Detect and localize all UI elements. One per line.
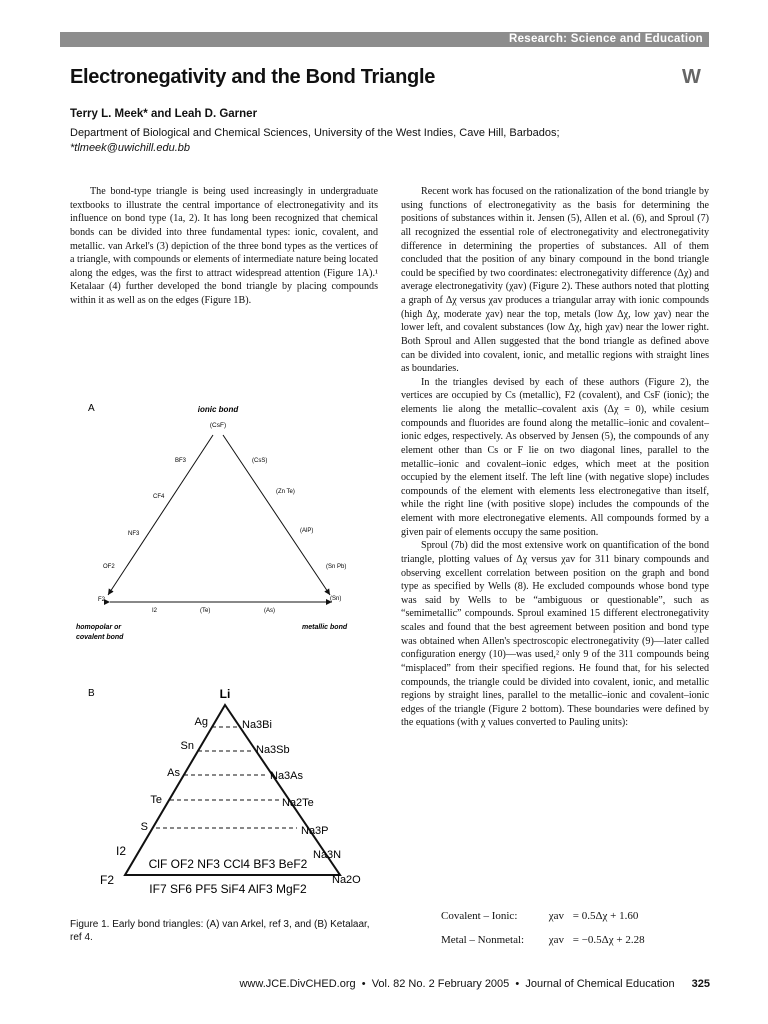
article-authors: Terry L. Meek* and Leah D. Garner [70,108,258,120]
paragraph: In the triangles devised by each of these authors (Figure 2), the vertices are occupied by Cs (metallic), F2 (covalent), and CsF (ionic); the elements lie along the metallic–covalent axis (Δχ = 0), while cesium compounds and fluorides are found along the metallic–ionic and covalent–ionic edges, respectively. As observed by Jensen (5), the compounds of any element other than Cs or F lie on two diagonal lines, parallel to the metallic–ionic and covalent–ionic edges, which meet at the position occupied by the element itself. The left line (with negative slope) includes compounds of the element with elements less electronegative than itself, while the right line (with positive slope) includes the compounds of the element with more electronegative elements. All compounds formed by a given pair of elements occupy the same position. [401,376,709,538]
left-label: Te [150,794,162,806]
right-label: Na3Sb [256,744,290,756]
left-edge-compound: F2 [98,597,106,603]
affiliation-text: Department of Biological and Chemical Sciences, University of the West Indies, Cave Hill, Barbados; [70,127,560,139]
section-header-bar [60,32,709,47]
left-edge-compound: BF3 [175,458,187,464]
apex-element: Li [219,687,231,701]
right-edge-arrow [223,435,330,595]
equation-lhs: χav [548,910,565,922]
equation-label: Covalent – Ionic: [441,910,518,922]
footer-site[interactable]: www.JCE.DivCHED.org [239,978,356,990]
equations [441,904,645,952]
web-material-logo: W [682,66,701,88]
author-email[interactable]: *tlmeek@uwichill.edu.bb [70,141,191,154]
body-column-left [70,185,378,308]
covalent-bond-label-1: homopolar or [76,624,122,631]
left-label: As [167,767,180,779]
right-edge-compound: (AlP) [300,528,314,534]
page-footer: www.JCE.DivCHED.org • Vol. 82 No. 2 February 2005 • Journal of Chemical Education 325 [239,978,710,990]
article-title: Electronegativity and the Bond Triangle [70,66,436,88]
panel-label-b: B [88,688,95,699]
equation-rhs: = −0.5Δχ + 2.28 [572,934,645,946]
right-edge-compound: (CsS) [252,458,268,464]
footer-journal: Journal of Chemical Education [525,978,675,990]
apex-compound: (CsF) [209,422,227,429]
figure-1b [70,680,380,910]
metallic-bond-label: metallic bond [302,624,348,631]
left-label: S [140,821,148,833]
panel-label-a: A [88,403,95,414]
right-label: Na2O [332,874,361,886]
figure-1a [70,395,380,655]
bottom-edge-compound: (Te) [200,608,211,614]
equation-metal-nonmetal [441,928,645,952]
right-label: Na3As [270,770,304,782]
section-title: Research: Science and Education [508,33,703,45]
page-number: 325 [691,978,710,990]
figure-caption: Figure 1. Early bond triangles: (A) van Arkel, ref 3, and (B) Ketalaar, ref 4. [70,919,370,943]
equation-lhs: χav [548,934,565,946]
left-label: F2 [100,873,115,887]
paragraph: Sproul (7b) did the most extensive work on quantification of the bond triangle, plotting values of Δχ versus χav for 311 binary compounds and observing excellent correlation between position on the graph and bond type as specified by Wells (8). He excluded compounds whose bond type was said by Wells to be “ambiguous or questionable”, such as “semimetallic” compounds. Sproul examined 15 different electronegativity scales and found that the best agreement between position and bond type was obtained when Allen's spectroscopic electronegativity (9)—later called configuration energy (10)—was used,² only 9 of the 311 compounds being “misplaced” from their specified regions. He found that, for his selected compounds, the triangle could be divided into covalent, ionic, and metallic regions by straight lines, parallel to the metallic–ionic and covalent–ionic edges of the triangle (Figure 2 bottom). These boundaries were defined by the equations (with χ values converted to Pauling units): [401,540,709,729]
left-label: I2 [116,844,127,858]
footer-issue: Vol. 82 No. 2 February 2005 [371,978,510,990]
bottom-edge-compound: I2 [152,608,158,614]
bottom-edge-compound: (As) [264,608,275,614]
equation-covalent-ionic [441,904,645,928]
fluoride-row-1: ClF OF2 NF3 CCl4 BF3 BeF2 [148,857,308,871]
paragraph: The bond-type triangle is being used increasingly in undergraduate textbooks to illustrate the central importance of electronegativity and its influence on bond type (1a, 2). It has long been recognized that chemical bonds can be divided into three fundamental types: ionic, covalent, and metallic. van Arkel's (3) depiction of the three bond types as the vertices of a triangle, with compounds or elements of intermediate nature being located along the edges, was the first to attract widespread attention (Figure 1A).¹ Ketalaar (4) further developed the bond triangle by placing compounds within it as well as on the edges (Figure 1B). [70,186,378,306]
right-label: Na2Te [282,797,314,809]
left-label: Ag [194,716,208,728]
equation-label: Metal – Nonmetal: [441,934,525,946]
author-affiliation [70,126,690,155]
fluoride-row-2: IF7 SF6 PF5 SiF4 AlF3 MgF2 [149,882,307,896]
left-edge-compound: CF4 [153,494,165,500]
left-label: Sn [180,740,194,752]
right-edge-compound: (Zn Te) [276,489,295,495]
right-edge-compound: (Sn) [330,596,342,602]
ionic-bond-label: ionic bond [197,405,239,414]
triangle-outline [125,705,340,875]
left-edge-arrow [108,435,213,595]
left-edge-compound: NF3 [128,531,140,537]
equation-rhs: = 0.5Δχ + 1.60 [572,910,639,922]
covalent-bond-label-2: covalent bond [76,634,124,641]
right-label: Na3P [301,825,329,837]
right-label: Na3N [313,849,342,861]
right-label: Na3Bi [242,719,272,731]
left-edge-compound: OF2 [103,564,115,570]
paragraph: Recent work has focused on the rationalization of the bond triangle by using functions of electronegativity as the basis for determining the positions of substances within it. Jensen (5), Allen et al. (6), and Sproul (7) all recognized the essential role of electronegativity and electronegativity difference in determining the properties of substances. All of them concluded that the position of any binary compound in the bond triangle could be specified by two coordinates: electronegativity difference (Δχ) and average electronegativity (χav) (Figure 2). These authors noted that plotting a graph of Δχ versus χav produces a triangular array with ionic compounds (high Δχ, moderate χav) near the top, metals (low Δχ, low χav) near the lower left, and covalent substances (low Δχ, high χav) near the lower right. Both Sproul and Allen suggested that the bond triangle as defined above can be divided into covalent, ionic, and metallic regions with straight lines as boundaries. [401,186,709,375]
body-column-right [401,185,709,730]
right-edge-compound: (Sn Pb) [326,564,347,570]
